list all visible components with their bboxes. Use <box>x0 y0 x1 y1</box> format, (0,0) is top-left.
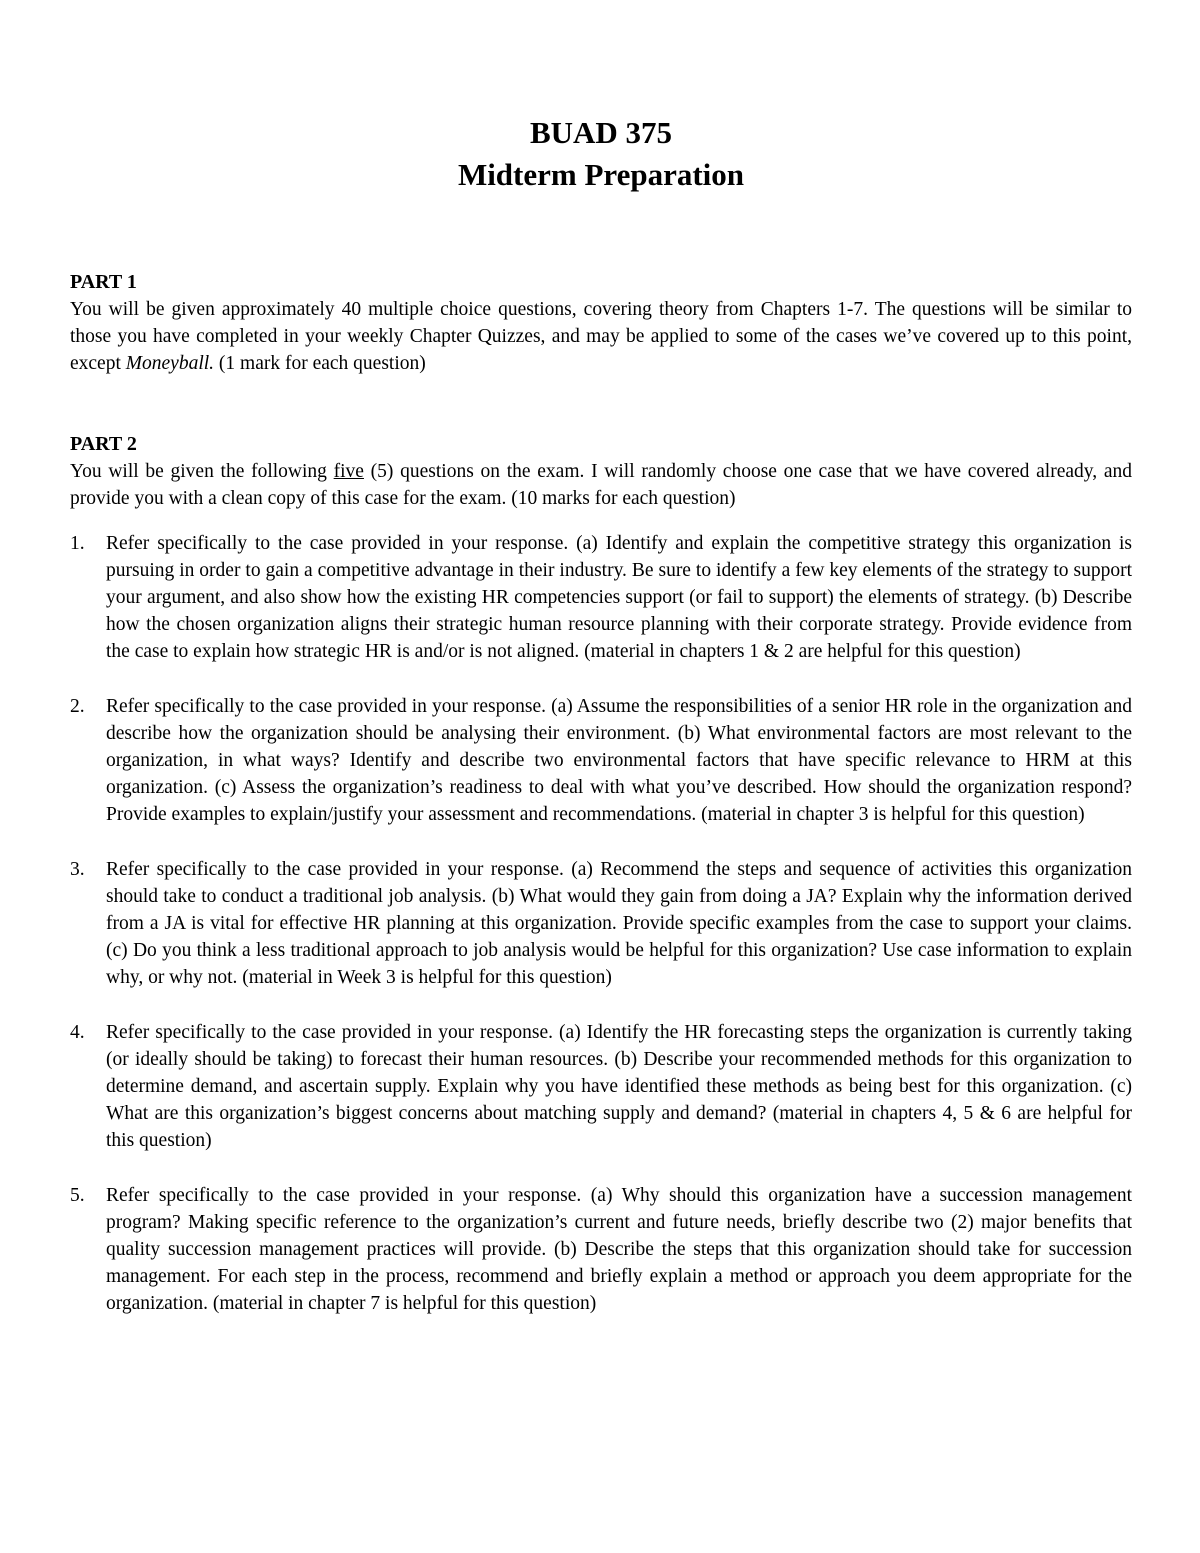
question-number: 5. <box>70 1185 85 1206</box>
document-title: Midterm Preparation <box>457 157 745 192</box>
part-2-section <box>70 431 1132 512</box>
part-2-text-end: (5) questions on the exam. I will randomly choose one case that we have covered already, and provide you with a clean copy of this case for the exam. (10 marks for each question) <box>70 461 1132 509</box>
part-1-heading: PART 1 <box>70 271 137 293</box>
question-item <box>70 1019 1132 1154</box>
part-2-description <box>70 458 1132 512</box>
part-1-text: You will be given approximately 40 multiple choice questions, covering theory from Chapters 1-7. The questions will be similar to those you have completed in your weekly Chapter Quizzes, and may be applied to some of the cases we’ve covered up to this point, except <box>70 299 1132 374</box>
part-2-underlined-word: five <box>333 461 364 482</box>
question-number: 4. <box>70 1022 85 1043</box>
question-item <box>70 530 1132 665</box>
question-text: Refer specifically to the case provided in your response. (a) Why should this organization have a succession management program? Making specific reference to the organization’s current and future needs, briefly describe two (2) major benefits that quality succession management practices will provide. (b) Describe the steps that this organization should take for succession management. For each step in the process, recommend and briefly explain a method or approach you deem appropriate for the organization. (material in chapter 7 is helpful for this question) <box>106 1185 1132 1314</box>
question-number: 1. <box>70 533 85 554</box>
course-code: BUAD 375 <box>529 115 673 150</box>
part-1-marks-note: (1 mark for each question) <box>214 353 426 374</box>
part-1-italic-title: Moneyball. <box>125 353 215 374</box>
question-item <box>70 693 1132 828</box>
part-2-text-start: You will be given the following <box>70 461 334 482</box>
document-page <box>70 112 1132 1345</box>
part-1-description <box>70 296 1132 377</box>
question-text: Refer specifically to the case provided in your response. (a) Identify the HR forecasting steps the organization is currently taking (or ideally should be taking) to forecast their human resources. (b) Describe your recommended methods for this organization to determine demand, and ascertain supply. Explain why you have identified these methods as being best for this organization. (c) What are this organization’s biggest concerns about matching supply and demand? (material in chapters 4, 5 & 6 are helpful for this question) <box>106 1022 1132 1151</box>
question-text: Refer specifically to the case provided in your response. (a) Identify and explain the competitive strategy this organization is pursuing in order to gain a competitive advantage in their industry. Be sure to identify a few key elements of the strategy to support your argument, and also show how the existing HR competencies support (or fail to support) the elements of strategy. (b) Describe how the chosen organization aligns their strategic human resource planning with their corporate strategy. Provide evidence from the case to explain how strategic HR is and/or is not aligned. (material in chapters 1 & 2 are helpful for this question) <box>106 533 1132 662</box>
part-2-heading: PART 2 <box>70 433 137 455</box>
question-item <box>70 856 1132 991</box>
question-number: 2. <box>70 696 85 717</box>
document-header <box>70 112 1132 196</box>
question-text: Refer specifically to the case provided in your response. (a) Recommend the steps and sequence of activities this organization should take to conduct a traditional job analysis. (b) What would they gain from doing a JA? Explain why the information derived from a JA is vital for effective HR planning at this organization. Provide specific examples from the case to support your claims. (c) Do you think a less traditional approach to job analysis would be helpful for this organization? Use case information to explain why, or why not. (material in Week 3 is helpful for this question) <box>106 859 1132 988</box>
part-1-section <box>70 269 1132 377</box>
question-list <box>70 530 1132 1317</box>
question-item <box>70 1182 1132 1317</box>
question-number: 3. <box>70 859 85 880</box>
question-text: Refer specifically to the case provided in your response. (a) Assume the responsibilities of a senior HR role in the organization and describe how the organization should be analysing their environment. (b) What environmental factors are most relevant to the organization, in what ways? Identify and describe two environmental factors that have specific relevance to HRM at this organization. (c) Assess the organization’s readiness to deal with what you’ve described. How should the organization respond? Provide examples to explain/justify your assessment and recommendations. (material in chapter 3 is helpful for this question) <box>106 696 1132 825</box>
